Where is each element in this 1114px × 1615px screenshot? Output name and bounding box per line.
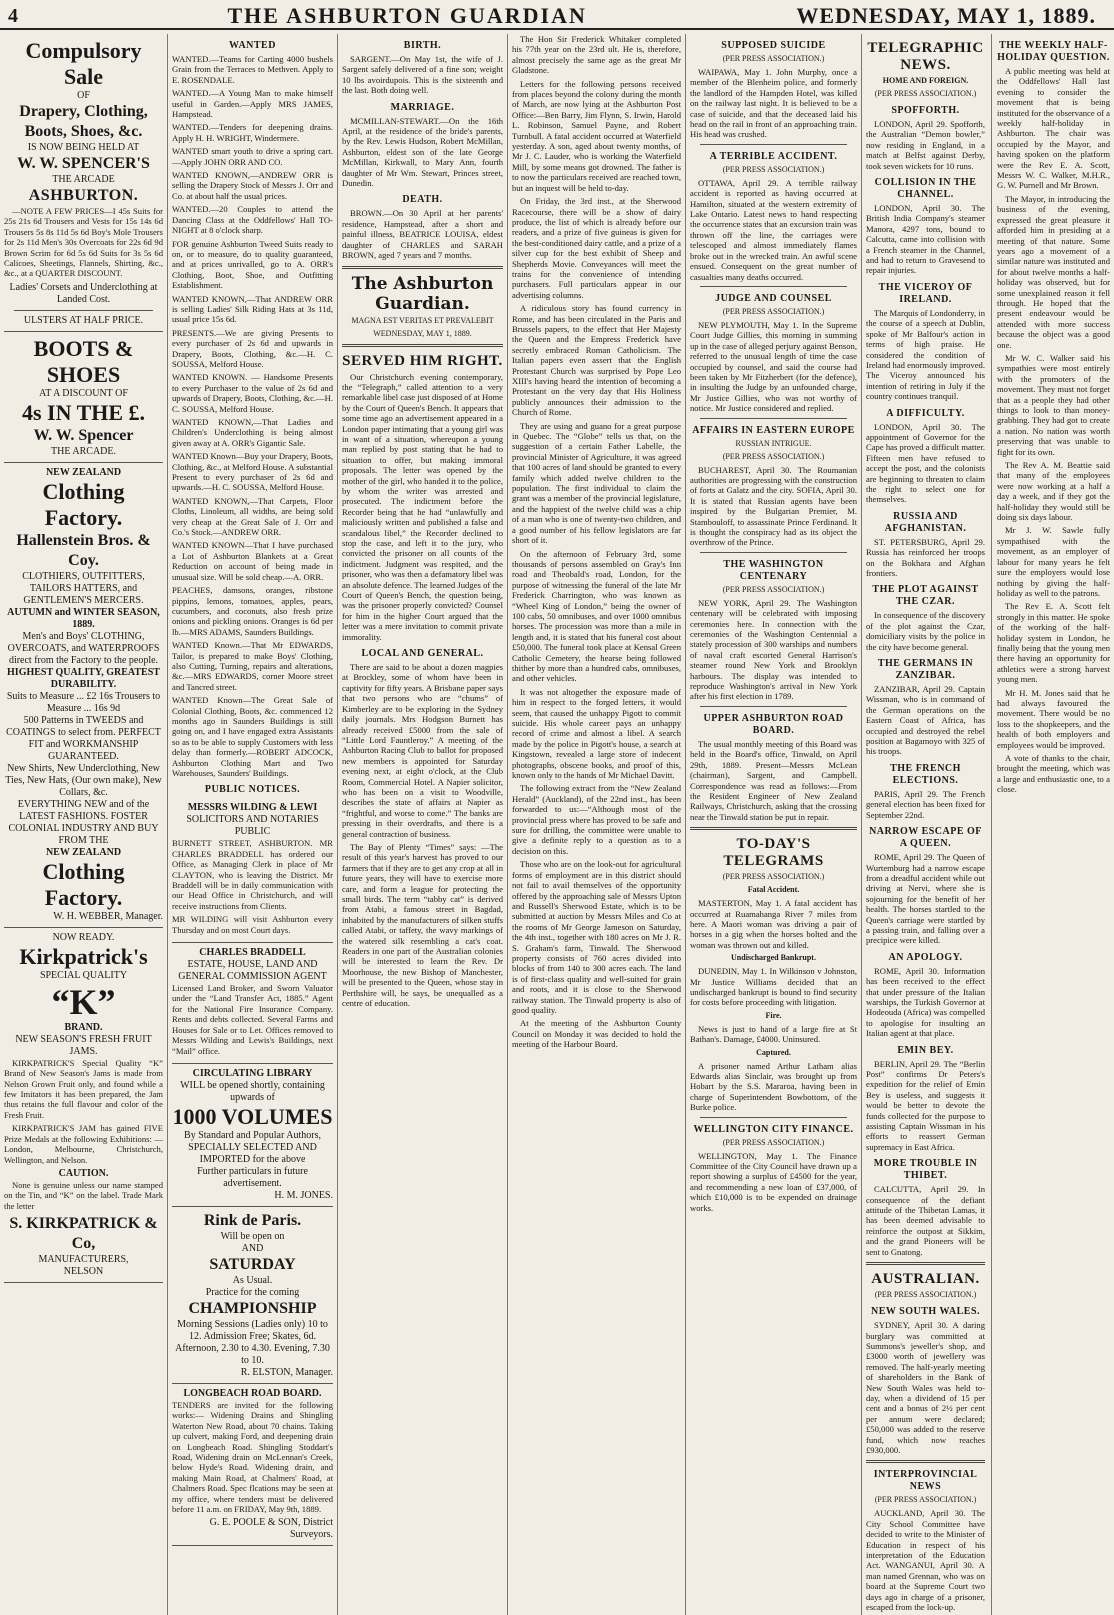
editorial-body: Our Christchurch evening contemporary, the “Telegraph,” called attention to a very remarkable libel case just disposed of at Home by the Court of Queen's Bench. It appears that some time ago an advertisement appeared in a London paper intimating that a young girl was in want of a situation, whereupon a young man replied by post stating that he had to situation to offer, but making immoral proposals. The letter was opened by the mother of the girl, who handed it to the police, by whom the writer was arrested and prosecuted. The indictment before the Recorder being that he had “unlawfully and maliciously written and published a false and scandalous libel,” the Recorder declined to stop the case, and left it to the jury, who convicted the prisoner on all counts of the indictment. Judgment was respited, and the prisoner, who was then a defamatory libel was an absolute defence. The learned Judges of the Court of Queen's Bench, the question being, was the prisoner properly convicted? Counsel for him in the higher Court argued that the letter was a mere invitation to commit private immorality. [342,371,503,642]
article-body: WELLINGTON, May 1. The Finance Committee of the City Council have drawn up a report showing a surplus of £4500 for the year, and recommending a new loan of £37,000, of which £10,000 is to be expended on drainage works. [690,1150,857,1213]
article-headline: AUSTRALIAN. [871,1271,980,1288]
ad-text: NEW ZEALAND [45,466,122,478]
ad-text: Practice for the coming [205,1286,300,1298]
ad-body: —NOTE A FEW PRICES—I 45s Suits for 25s 21s 6d Trousers and Vests for 15s 14s 6d Trousers 5s 8s 11d 5s 6d Boy's Mole Trousers for 2s 11d Men's 30s Overcoats for 22s 6d 9d Brown Scrim for 6d 5s 6d Suits for 3s 5s 6d Calicoes, Sheetings, Flannels, Shirting, &c., &c., at a QUARTER DISCOUNT. [4,206,163,279]
ad-text: NEW SEASON'S FRESH FRUIT JAMS. [15,1033,152,1057]
spencer-sale-ad [4,34,163,332]
news-heading: NARROW ESCAPE OF A QUEEN. [869,826,982,850]
ad-text: NOW READY. [52,931,115,943]
news-heading: SPOFFORTH. [891,105,960,116]
ad-headline: BOOTS & SHOES [33,335,134,387]
marriage-notice: MCMILLAN-STEWART.—On the 16th April, at the residence of the bride's parents, by the Rev. Lewis Hudson, Robert McMillan, Ashburton, eldest son of the late George McMillan, Kirkwall, to Mary Ann, fourth daughter of Mr Wm. Stewart, Princes street, Dunedin. [342,115,503,189]
article-headline: SUPPOSED SUICIDE [721,40,826,51]
news-heading: MORE TROUBLE IN THIBET. [873,1158,978,1182]
ad-text: Boots, Shoes, &c. [24,123,143,140]
section-heading: DEATH. [402,194,443,206]
article-body: NEW YORK, April 29. The Washington centenary will be celebrated with imposing ceremonies here. In connection with the ceremonies of the Washington Centennial a stately procession of 300 warships and numbers of naval craft escorted General Harrison's steamer round New York and Brooklyn harbours. The display was intended to reproduce Washington's arrival in New York after his first election in 1789. [690,597,857,702]
article-body: Mr W. C. Walker said his sympathies were most entirely with the promoters of the movement. They must not forget that as a people they had other things to look to than money-grabbing. They had got to create a nation. No nation was worth preserving that was unable to fight for its own. [997,352,1110,457]
article-body: A prisoner named Arthur Latham alias Edwards alias Sinclair, was brought up from Hobart by the S.S. Mararoa, having been in charge of Superintendent Bowbottom, of the Burke police. [690,1060,857,1113]
article-headline: THE WASHINGTON CENTENARY [723,558,824,582]
article-body: The Rev E. A. Scott felt strongly in this matter. He spoke of the working of the half-holiday system in London, he finally being that the young men there having an opportunity for athletics were a strong harvest young men. [997,601,1110,685]
news-heading: THE VICEROY OF IRELAND. [878,281,973,305]
news-heading: RUSSIA AND AFGHANISTAN. [884,510,967,534]
article-body: The Rev A. M. Beattie said that many of the employees were now working at a half a day a week, and if they got the half-holiday they would still be doing six days labour. [997,460,1110,523]
article-body: On Friday, the 3rd inst., at the Sherwood Racecourse, there will be a show of dairy produce, the list of which is already before our readers, and a prize of five guineas is given for the best-conditioned dairy cattle, and a prize of a silver cup for the best exhibit of Sheep and Shepherds Movie. Conveyances will meet the trains for the convenience of intending purchasers. Full particulars appear in our advertising columns. [512,196,681,300]
news-heading: THE FRENCH ELECTIONS. [890,762,961,786]
ad-headline: CIRCULATING LIBRARY [192,1067,313,1079]
article-headline: THE WEEKLY HALF-HOLIDAY QUESTION. [997,40,1110,63]
ad-text: OF [77,90,90,101]
article-subheading: RUSSIAN INTRIGUE. [735,438,812,448]
ad-text: 500 Patterns in TWEEDS and COATINGS to select from. PERFECT FIT and WORKMANSHIP GUARANTEED. [6,714,161,762]
news-body: AUCKLAND, April 30. The City School Committee have decided to write to the Minister of Education in respect of his interpretation of the Education Act. WANGANUI, April 30. A man named Grennan, who was on board at the Supreme Court two days ago in charge of a prisoner, escaped from the lock-up. [866,1508,985,1613]
article-body: Mr J. W. Sawle fully sympathised with the movement, as an employer of labour for many years he felt sure the employers would lose nothing by giving the half-holiday as well to the patrons. [997,525,1110,598]
classified-ad: WANTED.—Teams for Carting 4000 bushels Grain from the Terraces to Methven. Apply to E. ROSENDALE. [172,54,333,85]
classified-ad: WANTED KNOWN,—That Carpets, Floor Cloths, Linoleum, all widths, are being sold very cheap at the Great Sale of J. Orr and Co.'s Stock.—ANDREW ORR. [172,495,333,538]
editorial-nameplate: The Ashburton Guardian. [351,273,494,314]
ad-body: KIRKPATRICK'S JAM has gained FIVE Prize Medals at the following Exhibitions: —London, Melbourne, Christchurch, Wellington, and Nelson. [4,1123,163,1165]
columns [0,34,1114,1613]
ad-signature: W. H. WEBBER, Manager. [53,910,163,922]
section-heading: BIRTH. [403,40,442,51]
article-body: At the meeting of the Ashburton County Council on Monday it was decided to hold the meeting of the Harbour Board. [512,1018,681,1050]
ad-text: SPECIAL QUALITY [39,969,128,981]
ad-text: EVERYTHING NEW and of the LATEST FASHIONS. FOSTER COLONIAL INDUSTRY AND BUY FROM THE [8,798,159,846]
classified-ad: WANTED Known—Buy your Drapery, Boots, Clothing, &c., at Melford House. A substantial Present to every purchaser of 2s 6d and upwards.—H. C. SOUSSA, Melford House. [172,451,333,493]
classified-ad: WANTED Known—The Great Sale of Colonial Clothing, Boots, &c. commenced 12 months ago in Saunders Buildings is still going on, and I have engaged extra Assistants so as to be able to supply Customers with less delay than formerly.—ROBERT ADCOCK, Ashburton Clothing Mart and Two Warehouses, Saunders' Buildings. [172,695,333,778]
ad-text: CAUTION. [58,1167,109,1179]
notice-title: MESSRS WILDING & LEWI [187,802,318,814]
classified-ad: WANTED.—A Young Man to make himself useful in Garden.—Apply MRS JAMES, Hampstead. [172,88,333,120]
article-subheading: HOME AND FOREIGN. [882,76,969,85]
wanted-list [172,54,333,778]
column-1 [0,34,168,1615]
notice-subtitle: SOLICITORS AND NOTARIES PUBLIC [186,814,319,838]
ad-signature: G. E. POOLE & SON, District Surveyors. [209,1517,333,1541]
ad-headline: CHAMPIONSHIP [188,1299,317,1317]
article-body: DUNEDIN, May 1. In Wilkinson v Johnston, Mr Justice Williams decided that an undischarged bankrupt is bound to find security for costs before proceeding with litigation. [690,966,857,1008]
ad-text: AT A DISCOUNT OF [39,387,128,399]
ad-text: ULSTERS AT HALF PRICE. [23,314,144,326]
ad-text: Further particulars in future advertisement. [197,1165,308,1189]
ad-text: New Shirts, New Underclothing, New Ties, New Hats, (Our own make), New Collars, &c. [5,762,162,798]
article-body: OTTAWA, April 29. A terrible railway accident is reported as having occurred at Hamilton, situated at the western extremity of Lake Ontario. Latest news to hand respecting the occurrence states that an excursion train was thrown off the line, the carriages were telescoped and almost immediately flames broke out in the wrecked train. An awful scene ensued. Consequent on the great number of casualties many deaths occurred. [690,177,857,282]
classified-ad: PEACHES, damsons, oranges, ribstone pippins, lemons, tomatoes, apples, pears, cucumbers, and coconuts, also fresh prize onions and pickling onions. Oranges is 6d per lb.—MRS ADAMS, Saunders Buildings. [172,585,333,637]
ad-text: WILL be opened shortly, containing upwards of [180,1079,325,1103]
news-heading: NEW SOUTH WALES. [870,1306,981,1318]
article-source: (PER PRESS ASSOCIATION.) [722,54,825,63]
news-heading: COLLISION IN THE CHANNEL. [874,177,977,201]
nameplate-motto: MAGNA EST VERITAS ET PREVALEBIT [351,315,494,325]
section-heading: LOCAL AND GENERAL. [361,648,484,660]
article-body: They are using and guano for a great purpose in Quebec. The “Globe” tells us that, on the suggestion of a certain Father Labelle, the provincial Minister of Agriculture, it was agreed that 100 acres of land should be granted to every family which added twelve children to the population. The first individual to claim the grant was a member of the provincial legislature, and the happiest of the twelve child was a chip of a man who is one of twenty-two children, and a good number of his fellow legislators are far short of it. [512,420,681,546]
ad-text: Ladies' Corsets and Underclothing at Landed Cost. [9,281,158,305]
ad-text: W. W. SPENCER'S [17,155,150,172]
notice-body: BURNETT STREET, ASHBURTON. MR CHARLES BRADDELL has ordered our Office, as Managing Clerk in place of Mr CLAYTON, who is leaving the District. Mr Braddell will be in daily communication with our Head Office in Christchurch, and will receive instructions from Clients. [172,838,333,911]
issue-date: WEDNESDAY, MAY 1, 1889. [796,3,1096,28]
article-body: WAIPAWA, May 1. John Murphy, once a member of the Blenheim police, and formerly the landlord of the Hampden Hotel, was killed on the railway last night. It is believed to be a case of suicide, and that the deceased laid his head on the rail in front of an approaching train. His head was crushed. [690,67,857,140]
ad-body: TENDERS are invited for the following works:— Widening Drains and Shingling Waterton New Road, about 70 chains. Taking up culvert, making Ford, and deepening drain on Longbeach Road. Shingling Stoddart's Road, Widening drain on McLennan's Creek, below Hyde's Road. Widening drain, and making Main Road, at Chalmers' Road, at Chalmers Road. Spec flcations may be seen at my office, where tenders must be delivered before 11 a.m. on FRIDAY, May 9th, 1889. [172,1399,333,1514]
ad-signature: H. M. JONES. [274,1189,333,1201]
news-heading: A DIFFICULTY. [886,407,965,419]
news-body: ZANZIBAR, April 29. Captain Wissman, who is in command of the German operations on the Eastern Coast of Africa, has occupied and destroyed the rebel position at Bagamoyo with 325 of his troops. [866,684,985,757]
rink-ad [172,1207,333,1384]
ad-text: Will be open on [220,1230,285,1242]
ad-body: KIRKPATRICK'S Special Quality “K” Brand of New Season's Jams is made from Nelson Grown Fruit only, and found while a few Imitators it has been prepared, the Jam thus retains the full flavour and color of the Fresh Fruit. [4,1057,163,1120]
ad-headline: 4s IN THE £. [21,399,146,425]
notice-subtitle: ESTATE, HOUSE, LAND AND GENERAL COMMISSION AGENT [178,959,327,983]
half-holiday-article [991,34,1110,1615]
news-body: ST. PETERSBURG, April 29. Russia has reinforced her troops on the Bokhara and Afghan frontiers. [866,536,985,578]
article-headline: TO-DAY'S TELEGRAMS [723,836,824,870]
ad-text: Hallenstein Bros. & Coy. [16,531,151,569]
article-source: (PER PRESS ASSOCIATION.) [874,89,977,98]
ad-text: As Usual. [232,1274,273,1286]
article-headline: INTERPROVINCIAL NEWS [873,1469,978,1493]
article-body: A vote of thanks to the chair, brought the meeting, which was a large and enthusiastic one, to a close. [997,753,1110,795]
article-source: (PER PRESS ASSOCIATION.) [722,164,825,174]
article-body: A public meeting was held at the Oddfellows' Hall last evening to consider the movement that is being instituted for the observance of a weekly half-holiday in Ashburton. The chair was occupied by the Mayor, and having spoken on the platform were the Rev E. A. Scott, Messrs W. C. Walker, M.H.R., G. W. Purnell and Mr Brown. [997,66,1110,191]
news-body: LONDON, April 30. The British India Company's steamer Manora, 4297 tons, bound to Calcutta, came into collision with a French steamer in the Channel, and had to return to Gravesend to repair injuries. [866,203,985,276]
article-body: It was not altogether the exposure made of him in respect to the forged letters, it would seem, that caused the unhappy Pigott to commit suicide. His whole career pays an unhappy record of crime and almost a libel. A search made by the police in Pigott's house, a search at Kingstown, revealed a large store of indecent photographs, obscene books, and proof of this, known only to the hands of Mr Michael Davitt. [512,686,681,781]
ad-text: NELSON [63,1266,104,1278]
article-body: The Mayor, in introducing the business of the evening, expressed the great pleasure it afforded him in presiding at a meeting of that nature. Some years ago a movement of a similar nature was instituted and for about twelve months a half-holiday was observed, but for some unexplained reason it fell through. He hoped that the present endeavour would be attended with more success because the object was a good one. [997,193,1110,350]
column-2 [168,34,338,1615]
column-3 [338,34,508,1615]
ad-headline: Clothing Factory. [42,478,125,530]
news-body: LONDON, April 30. The appointment of Governor for the Cape has proved a difficult matter. Fifteen men have refused to accept the post, and the colonists are beginning to threaten to claim the right to select one for themselves. [866,421,985,505]
column-6 [862,34,1114,1615]
article-body: Letters for the following persons received from places beyond the colony during the month of March, are now lying at the Ashburton Post Office:—Ben Barry, Jim Flynn, S. Irwin, Harold L. Robinson, Samuel Payne, and Robert Turnbull. A fatal accident occurred at Waterfield yesterday. A son, aged about twenty months, of Mr J. C. Lauder, who is working the Waterfield Mill, by some means got drowned. The father is to now the particulars received are reached town, but an inquest will be held to-day. [512,78,681,193]
notice-body: Licensed Land Broker, and Sworn Valuator under the “Land Transfer Act, 1885.” Agent for the National Fire Insurance Company. Rents and debts collected. Several Farms and Houses for Sale or to Let. Offices removed to Messrs Wilding and Lewis's Buildings, next “Mail” office. [172,983,333,1056]
classified-ad: PRESENTS.—We are giving Presents to every purchaser of 2s 6d and upwards in Drapery, Boots, Clothing, &c.—H. C. SOUSSA, Melford House. [172,327,333,369]
classified-ad: FOR genuine Ashburton Tweed Suits ready to on, or to measure, do to quality guaranteed, and at prices unrivalled, go to A. ORR's Clothing, Boot, Shoe, and Outfitting Establishment. [172,238,333,291]
notice-body: MR WILDING will visit Ashburton every Thursday and on most Court days. [172,914,333,935]
article-source: (PER PRESS ASSOCIATION.) [722,584,825,594]
ad-text: MANUFACTURERS, [38,1254,129,1266]
birth-notice: SARGENT.—On May 1st, the wife of J. Sargent safely delivered of a fine son; weight 10 lbs avoirdupois. This is the sixteenth and the last. Both doing well. [342,54,503,96]
ad-headline: Kirkpatrick's [19,943,148,969]
section-heading: MARRIAGE. [390,101,455,113]
classified-ad: WANTED smart youth to drive a spring cart.—Apply JOHN ORR AND CO. [172,146,333,167]
article-body: The usual monthly meeting of this Board was held in the Board's office, Tinwald, on April 29th, 1889. Present—Messrs McLean (chairman), Sargent, and Campbell. Correspondence was read as follows:—From the Resident Engineer of New Zealand Railways, Christchurch, asking that the crossing near the Tinwald station be put in repair. [690,738,857,822]
article-headline: JUDGE AND COUNSEL [715,292,832,304]
spencer-boots-ad [4,332,163,463]
ad-headline: Rink de Paris. [203,1211,302,1229]
news-body: PARIS, April 29. The French general election has been fixed for September 22nd. [866,788,985,820]
news-body: In consequence of the discovery of the plot against the Czar, domiciliary visits by the police in the city have become general. [866,610,985,652]
article-headline: TELEGRAPHIC NEWS. [867,40,984,73]
ad-signature: R. ELSTON, Manager. [240,1366,333,1378]
article-subheading: Captured. [756,1047,791,1057]
news-body: CALCUTTA, April 29. In consequence of the defiant attitude of the Thibetan Lamas, it has been deemed advisable to reinforce the outpost at Sikkim, and the grand Pioneers will be sent to Gnatong. [866,1184,985,1257]
classified-ad: WANTED.—Tenders for deepening drains. Apply H. H. WRIGHT, Windermere. [172,122,333,143]
ad-headline: LONGBEACH ROAD BOARD. [183,1387,322,1399]
newspaper-title: THE ASHBURTON GUARDIAN [227,3,587,28]
ad-headline: “K” [51,981,116,1022]
solicitors-notice [172,798,333,943]
classified-ad: WANTED.—20 Couples to attend the Dancing Class at the Oddfellows' Hall TO-NIGHT at 8 o'clock sharp. [172,204,333,236]
news-heading: THE PLOT AGAINST THE CZAR. [872,584,979,608]
article-subheading: Fire. [765,1010,782,1020]
classified-ad: WANTED KNOWN,—ANDREW ORR is selling the Drapery Stock of Messrs J. Orr and Co. at about half the usual prices. [172,170,333,201]
article-subheading: Undischarged Bankrupt. [731,953,816,963]
ad-text: NEW ZEALAND [45,846,122,858]
classified-ad: WANTED Known.—That Mr EDWARDS, Tailor, is prepared to make Boys' Clothing, also Cutting, Turning, repairs and alterations, &c.—MRS EDWARDS, corner Moore street and Tancred street. [172,640,333,692]
article-source: (PER PRESS ASSOCIATION.) [722,451,825,461]
ad-text: ASHBURTON. [28,187,139,204]
notice-title: CHARLES BRADDELL [199,947,306,959]
classified-ad: WANTED KNOWN,—That Ladies and Children's Underclothing is being almost given away at A. ORR's Gigantic Sale. [172,417,333,448]
article-source: (PER PRESS ASSOCIATION.) [874,1290,977,1300]
ad-text: IS NOW BEING HELD AT [27,142,140,153]
article-body: MASTERTON, May 1. A fatal accident has occurred at Ruamahanga River 7 miles from here. A Maori woman was driving a pair of horses in a gig when the horses bolted and the woman was thrown out and killed. [690,898,857,950]
news-body: SYDNEY, April 30. A daring burglary was committed at Summons's jeweller's shop, and £3000 worth of jewellery was removed. The half-yearly meeting of shareholders in the Bank of New South Wales was held to-day, when a dividend of 15 per cent and a bonus of 2½ per cent per annum were declared; £50,000 was added to the reserve fund, which now reaches £930,000. [866,1320,985,1455]
masthead [0,4,1114,30]
article-headline: A TERRIBLE ACCIDENT. [709,150,838,162]
ad-text: Drapery, Clothing, [19,103,148,120]
article-body: BUCHAREST, April 30. The Roumanian authorities are progressing with the construction of forts at Galatz and the city. SOFIA, April 30. It is stated that Russian agents have been inspired by the Bulgarian Premier, M. Stambouloff, to assassinate Prince Ferdinand. It is thought the conspiracy had as its object the overthrow of the Prince. [690,464,857,548]
ad-headline: 1000 VOLUMES [172,1103,333,1129]
kirkpatrick-ad [4,928,163,1283]
ad-text: BRAND. [64,1021,103,1033]
ad-text: AUTUMN and WINTER SEASON, 1889. [7,606,160,630]
article-headline: WELLINGTON CITY FINANCE. [693,1123,854,1135]
classified-ad: WANTED KNOWN—That I have purchased a Lot of Ashburton Blankets at a Great Reduction on account of being made in unusual size. Will be sold cheap.—A. ORR. [172,540,333,582]
article-body: The following extract from the “New Zealand Herald” (Auckland), of the 22nd inst., has been forwarded to us:—“Although most of the provincial press where has proved to be safe and sure for drilling, the committee were unable to give a definite reply to a question as to a decision on this. [512,783,681,856]
news-heading: EMIN BEY. [897,1044,954,1056]
library-ad [172,1064,333,1207]
section-heading: PUBLIC NOTICES. [204,784,301,796]
ad-body: None is genuine unless our name stamped on the Tin, and “K” on the label. Trade Mark the letter [4,1179,163,1211]
article-body: Those who are on the look-out for agricultural forms of employment are in this district should not fail to avail themselves of the opportunity offered by the approaching sale of Messrs Upton and Russell's Sherwood Estate, which is to be submitted at auction by Messrs Miles and Co at the rooms of Mr George Jameson on Saturday, the 4th inst., together with 180 acres on Mr J. R. S. Graham's farm, Tinwald. The Sherwood property consists of 760 acres divided into blocks of from 140 to 300 acres each. The land is of first-class quality and well-suited for grain and roots, and it is close to the Sherwood railway station. The Tinwald property is also of good quality. [512,859,681,1015]
ad-headline: Compulsory Sale [25,38,142,89]
news-body: ROME, April 30. Information has been received to the effect that under pressure of the Italian warships, the Turkish Governor at Hodeouda (Africa) was compelled to apologise for insulting an Italian agent at that place. [866,965,985,1039]
article-source: (PER PRESS ASSOCIATION.) [722,306,825,316]
ad-text: THE ARCADE. [51,445,116,457]
article-body: There are said to be about a dozen magpies at Brockley, some of whom have been in captivity for fifty years. A Brisbane paper says that two persons who are “chums” of Kimberley are to be exploring in the Sydney daily journals. Mrs Hodgson Burnett has already received £5000 from the sale of “Little Lord Fauntleroy.” A meeting of the Ashburton Racing Club to ballot for proposed new members is appointed for Saturday evening next, at eight o'clock, at the Club Room, Commercial Hotel. A Napier solicitor, who has been on a visit to Woodville, describes the state of affairs at Napier as “frightful, and worse to come.” The banks are pressing in their overdrafts, and there is a general contraction of business. [342,662,503,839]
clothing-factory-ad [4,463,163,928]
editorial-headline: SERVED HIM RIGHT. [342,352,503,369]
ad-text: W. W. Spencer [33,426,134,444]
article-body: On the afternoon of February 3rd, some thousands of persons assembled on Gray's Inn road and Theobald's road, London, for the purpose of witnessing the funeral of the late Mr Frederick Charrington, who was known as “Wheel King of London,” being the owner of 100 cabs, 50 omnibuses, and over 1000 omnibus horses. The procession was more than a mile in length and, it is stated that his funeral cost about £50,000. The funeral took place at Kensal Green Catholic Cemetery, the hearse being followed thither by more than a hundred cabs, omnibuses, and other vehicles. [512,548,681,684]
article-body: News is just to hand of a large fire at St Bathan's. Damage, £4000. Uninsured. [690,1023,857,1045]
article-body: The Hon Sir Frederick Whitaker completed his 77th year on the 23rd ult. He is, therefore, almost precisely the same age as the great Mr Gladstone. [512,34,681,76]
ad-text: Suits to Measure ... £2 16s Trousers to Measure ... 16s 9d [6,690,161,714]
article-body: The Bay of Plenty “Times” says: —The result of this year's harvest has proved to our farmers that if they are to get any crop at all in future years, they will have to exercise more care, and form a league for protecting the small birds. The term “tabby cat” is derived from Atabi, a famous street in Bagdad, inhabited by the manufacturers of silken stuffs called Atabi, or taffety, the wavy markings of the watered silk resembling a cat's coat. Readers in one part of the Australian colonies will be interested to learn the Rev. Dr Moorhouse, the new Bishop of Manchester, will be presented to the Queen, whose stay in Perthshire will, he says, be unequalled as a centre of education. [342,841,503,1009]
classified-ad: WANTED KNOWN. — Handsome Presents to every Purchaser to the value of 2s 6d and upwards of Drapery, Boots, Clothing, &c.—H. C. SOUSSA, Melford House. [172,372,333,414]
article-headline: AFFAIRS IN EASTERN EUROPE [692,424,855,436]
ad-headline: Clothing Factory. [42,858,125,910]
column-5 [686,34,862,1615]
article-headline: UPPER ASHBURTON ROAD BOARD. [703,712,844,736]
news-heading: AN APOLOGY. [888,951,963,963]
ad-text: By Standard and Popular Authors, SPECIALLY SELECTED AND IMPORTED for the above [184,1129,321,1165]
article-source: (PER PRESS ASSOCIATION.) [722,872,825,882]
ad-text: CLOTHIERS, OUTFITTERS, TAILORS HATTERS, and GENTLEMEN'S MERCERS. [22,570,145,606]
ad-headline: SATURDAY [209,1255,296,1273]
news-body: ROME, April 29. The Queen of Wurtemburg had a narrow escape from a dreadful accident while out driving at Nervi, where she is sojourning for the benefit of her health. The horses startled to the Queen's carriage were startled by a passing train, and falling over a precipice were killed. [866,852,985,946]
ad-text: Morning Sessions (Ladies only) 10 to 12. Admission Free; Skates, 6d. Afternoon, 2.30 to 4.30. Evening, 7.30 to 10. [175,1318,330,1366]
news-body: LONDON, April 29. Spofforth, the Australian “Demon bowler,” now residing in England, in a match at Belfst against Derby, took seven wickets for 10 runs. [866,119,985,171]
page-number: 4 [8,4,18,27]
article-source: (PER PRESS ASSOCIATION.) [874,1495,977,1505]
road-board-ad [172,1384,333,1546]
ad-text: Men's and Boys' CLOTHING, OVERCOATS, and WATERPROOFS direct from the Factory to the people. [7,630,160,666]
news-heading: THE GERMANS IN ZANZIBAR. [877,658,974,682]
ad-text: HIGHEST QUALITY, GREATEST DURABILITY. [7,666,160,690]
editorial-date: WEDNESDAY, MAY 1, 1889. [373,328,472,338]
news-body: BERLIN, April 29. The “Berlin Post” confirms Dr Peters's expedition for the relief of Emin Bey is useless, and suggests it would be better to devote the funds collected for the purpose to assisting Captain Wissman in his efforts to reassert German supremacy in East Africa. [866,1058,985,1152]
section-heading: WANTED [229,40,276,51]
article-body: NEW PLYMOUTH, May 1. In the Supreme Court Judge Gillies, this morning in summing up in the case of alleged perjury against Benson, referred to the unusual length of time the case occupied by counsel, and said the course had been taken by Mr Fitzherbert (for the defence), in insulting the Judge by an unfounded charge, Mr Justice Gillies, who was not worthy of notice. Mr Justice considered and replied. [690,319,857,414]
article-body: Mr H. M. Jones said that he had always favoured the movement. There would be no loss to the shopkeepers, and the health of both employers and employees would be improved. [997,687,1110,750]
ad-headline: S. KIRKPATRICK & Co, [9,1215,158,1253]
article-subheading: Fatal Accident. [747,885,800,895]
news-body: The Marquis of Londonderry, in the course of a speech at Dublin, spoke of Mr Balfour's action in terms of high praise. He considered the condition of Ireland had enormously improved. The Viceroy announced his intention of retiring in July if the country continues tranquil. [866,307,985,402]
article-source: (PER PRESS ASSOCIATION.) [722,1137,825,1147]
telegraphic-news [866,34,985,1615]
death-notice: BROWN.—On 30 April at her parents' residence, Hampstead, after a short and painful illness, BEATRICE LOUISA, eldest daughter of CHARLES and SARAH BROWN, aged 7 years and 7 months. [342,208,503,261]
article-body: A ridiculous story has found currency in Rome, and has been circulated in the Paris and Brussels papers, to the effect that Her Majesty the Queen and the Empress Frederick have secretly embraced Roman Catholicism. The Italian papers even assert that the English Protestant Church was surprised by Pope Leo XIII's having heard the intention of becoming a Protestant on the very day that His Holiness publicly announces their admission to the Church of Rome. [512,303,681,418]
ad-text: THE ARCADE [52,174,115,185]
braddell-notice [172,943,333,1064]
classified-ad: WANTED KNOWN,—That ANDREW ORR is selling Ladies' Silk Riding Hats at 3s 11d, usual price 15s 6d. [172,293,333,325]
ad-text: AND [241,1242,264,1254]
column-4 [508,34,686,1615]
